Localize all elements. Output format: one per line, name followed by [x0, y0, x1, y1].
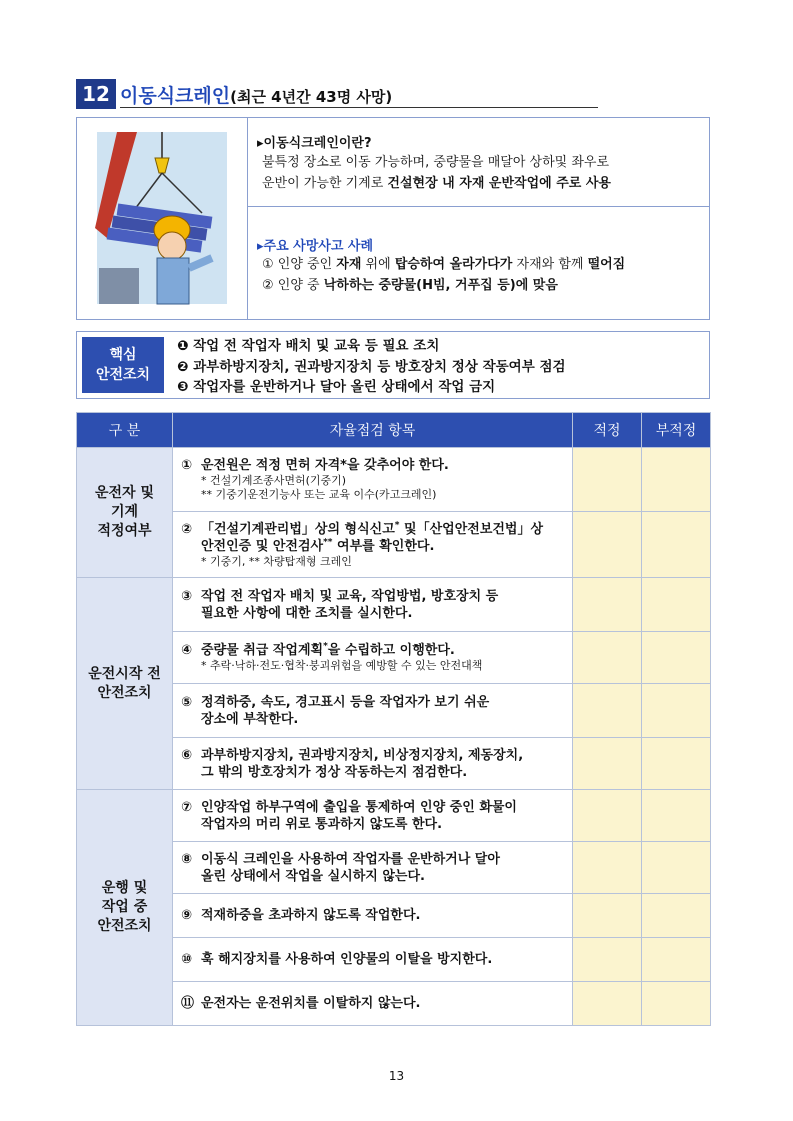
check-item-5: ⑤ 정격하중, 속도, 경고표시 등을 작업자가 보기 쉬운 장소에 부착한다. — [173, 684, 573, 738]
inadequate-checkbox[interactable] — [642, 842, 711, 894]
table-row — [77, 738, 711, 790]
inadequate-checkbox[interactable] — [642, 512, 711, 578]
adequate-checkbox[interactable] — [573, 790, 642, 842]
crane-worker-illustration — [77, 118, 248, 319]
check-item-11: ⑪ 운전자는 운전위치를 이탈하지 않는다. — [173, 982, 573, 1026]
inadequate-checkbox[interactable] — [642, 448, 711, 512]
definition-text — [262, 152, 611, 194]
check-item-3: ③ 작업 전 작업자 배치 및 교육, 작업방법, 방호장치 등 필요한 사항에 대한 조치를 실시한다. — [173, 578, 573, 632]
section-title — [76, 79, 598, 109]
adequate-checkbox[interactable] — [573, 842, 642, 894]
category-operator-machine: 운전자 및 기계 적정여부 — [77, 448, 173, 578]
check-item-10: ⑩ 훅 해지장치를 사용하여 인양물의 이탈을 방지한다. — [173, 938, 573, 982]
key-measure-item: ❸ 작업자를 운반하거나 달아 올린 상태에서 작업 금지 — [177, 379, 496, 395]
adequate-checkbox[interactable] — [573, 684, 642, 738]
accident-item-2: ② 인양 중 낙하하는 중량물(H빔, 거푸집 등)에 맞음 — [262, 278, 558, 293]
inadequate-checkbox[interactable] — [642, 790, 711, 842]
adequate-checkbox[interactable] — [573, 738, 642, 790]
definition-line-1: 불특정 장소로 이동 가능하며, 중량물을 매달아 상하및 좌우로 — [262, 155, 610, 170]
table-row — [77, 632, 711, 684]
adequate-checkbox[interactable] — [573, 982, 642, 1026]
header-adequate: 적정 — [573, 413, 642, 448]
table-row — [77, 938, 711, 982]
accident-item-1: ① 인양 중인 자재 위에 탑승하여 올라가다가 자재와 함께 떨어짐 — [262, 257, 626, 272]
adequate-checkbox[interactable] — [573, 448, 642, 512]
header-category: 구 분 — [77, 413, 173, 448]
table-row — [77, 842, 711, 894]
adequate-checkbox[interactable] — [573, 578, 642, 632]
key-measure-item: ❶ 작업 전 작업자 배치 및 교육 등 필요 조치 — [177, 338, 440, 354]
section-heading — [120, 81, 392, 108]
check-item-1: ① 운전원은 적정 면허 자격*을 갖추어야 한다. * 건설기계조종사면허(기중기) ** 기중기운전기능사 또는 교육 이수(카고크레인) — [173, 448, 573, 512]
accidents-heading: ▸주요 사망사고 사례 — [257, 239, 374, 254]
inadequate-checkbox[interactable] — [642, 894, 711, 938]
inadequate-checkbox[interactable] — [642, 938, 711, 982]
inadequate-checkbox[interactable] — [642, 684, 711, 738]
table-row — [77, 684, 711, 738]
check-item-4: ④ 중량물 취급 작업계획*을 수립하고 이행한다. * 추락·낙하·전도·협착·붕괴위험을 예방할 수 있는 안전대책 — [173, 632, 573, 684]
table-row — [77, 448, 711, 512]
inadequate-checkbox[interactable] — [642, 982, 711, 1026]
title-underline — [120, 107, 598, 108]
table-row — [77, 790, 711, 842]
key-measures-list — [177, 336, 566, 398]
table-row — [77, 982, 711, 1026]
check-item-9: ⑨ 적재하중을 초과하지 않도록 작업한다. — [173, 894, 573, 938]
checklist-table — [76, 412, 711, 1026]
key-measure-item: ❷ 과부하방지장치, 권과방지장치 등 방호장치 정상 작동여부 점검 — [177, 358, 566, 375]
key-measures-box — [76, 331, 710, 399]
definition-heading: ▸이동식크레인이란? — [257, 136, 372, 151]
key-measures-label: 핵심 안전조치 — [82, 337, 164, 393]
table-row — [77, 894, 711, 938]
definition-line-2: 운반이 가능한 기계로 건설현장 내 자재 운반작업에 주로 사용 — [262, 176, 611, 191]
adequate-checkbox[interactable] — [573, 938, 642, 982]
check-item-6: ⑥ 과부하방지장치, 권과방지장치, 비상정지장치, 제동장치, 그 밖의 방호장치가 정상 작동하는지 점검한다. — [173, 738, 573, 790]
adequate-checkbox[interactable] — [573, 894, 642, 938]
check-item-8: ⑧ 이동식 크레인을 사용하여 작업자를 운반하거나 달아 올린 상태에서 작업을 실시하지 않는다. — [173, 842, 573, 894]
adequate-checkbox[interactable] — [573, 512, 642, 578]
table-row — [77, 512, 711, 578]
category-during-operation: 운행 및 작업 중 안전조치 — [77, 790, 173, 1026]
header-item: 자율점검 항목 — [173, 413, 573, 448]
category-pre-operation: 운전시작 전 안전조치 — [77, 578, 173, 790]
title-text: 이동식크레인 — [120, 85, 231, 107]
title-subtitle: (최근 4년간 43명 사망) — [230, 88, 393, 106]
adequate-checkbox[interactable] — [573, 632, 642, 684]
accident-list — [262, 254, 625, 296]
table-row — [77, 578, 711, 632]
accident-panel — [248, 207, 709, 319]
table-header-row — [77, 413, 711, 448]
header-inadequate: 부적정 — [642, 413, 711, 448]
check-item-2: ② 「건설기계관리법」상의 형식신고* 및「산업안전보건법」상 안전인증 및 안전검사** 여부를 확인한다. * 기중기, ** 차량탑재형 크레인 — [173, 512, 573, 578]
inadequate-checkbox[interactable] — [642, 632, 711, 684]
check-item-7: ⑦ 인양작업 하부구역에 출입을 통제하여 인양 중인 화물이 작업자의 머리 위로 통과하지 않도록 한다. — [173, 790, 573, 842]
inadequate-checkbox[interactable] — [642, 578, 711, 632]
intro-box — [76, 117, 710, 320]
definition-panel — [248, 118, 709, 207]
section-number: 12 — [76, 79, 116, 109]
page-number: 13 — [388, 1069, 405, 1083]
inadequate-checkbox[interactable] — [642, 738, 711, 790]
